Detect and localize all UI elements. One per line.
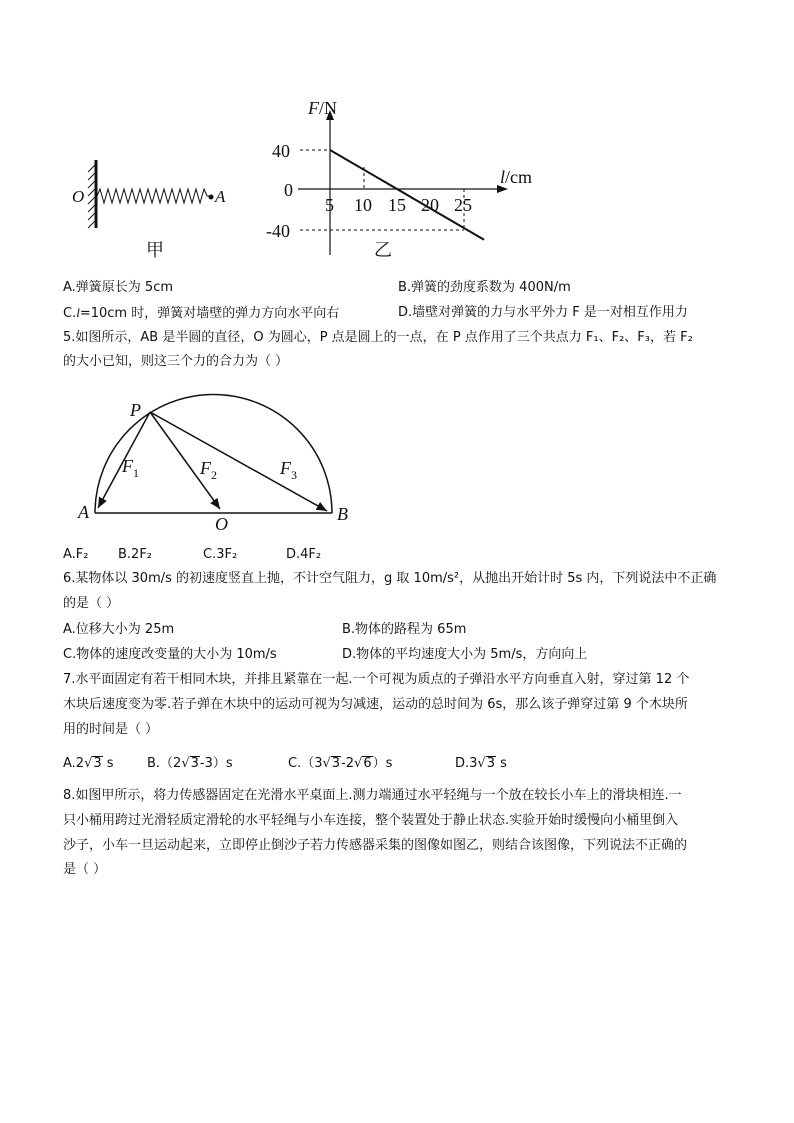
ytick-0: 0 [284,180,293,200]
spring [97,189,210,203]
xtick-20: 20 [421,195,439,215]
q8-stem-line4: 是（ ） [63,862,107,877]
q8-stem-line1: 8.如图甲所示，将力传感器固定在光滑水平桌面上.测力端通过水平轻绳与一个放在较长小车上的滑块相连.一 [63,788,682,803]
figure-spring-graph [0,0,560,270]
q5-option-a: A.F₂ [63,547,89,562]
wall [88,160,96,228]
q6-option-a: A.位移大小为 25m [63,622,175,637]
label-a: A [78,502,89,522]
q6-option-b: B.物体的路程为 65m [342,622,467,637]
q5-stem-line1: 5.如图所示，AB 是半圆的直径，O 为圆心，P 点是圆上的一点，在 P 点作用了三个共点力 F₁、F₂、F₃，若 F₂ [63,330,693,345]
xtick-15: 15 [388,195,406,215]
q4-c-prefix: C. [63,306,77,321]
caption-jia: 甲 [146,240,164,260]
q6-option-c: C.物体的速度改变量的大小为 10m/s [63,647,277,662]
q7-option-c: C.（3√3-2√6）s [288,756,393,771]
q8-stem-line2: 只小桶用跨过光滑轻质定滑轮的水平轻绳与小车连接，整个装置处于静止状态.实验开始时缓慢向小桶里倒入 [63,813,679,828]
caption-yi: 乙 [374,240,392,260]
q5-option-d: D.4F₂ [286,547,322,562]
q7-option-d: D.3√3 s [455,756,507,771]
figure-semicircle [70,380,430,540]
q6-stem-line2: 的是（ ） [63,596,120,611]
force-f3 [150,412,327,511]
label-a: A [215,187,226,206]
label-f3: $F_3$ [280,458,297,482]
q7-option-b: B.（2√3-3）s [147,756,233,771]
xtick-25: 25 [454,195,472,215]
label-o: O [215,514,228,534]
label-b: B [337,504,348,524]
xtick-5: 5 [325,195,334,215]
ytick-neg40: -40 [266,221,290,241]
x-axis-label: l/cm [500,167,533,187]
q6-option-d: D.物体的平均速度大小为 5m/s，方向向上 [342,647,588,662]
label-f1: $F_1$ [122,456,139,480]
label-p: P [130,400,141,420]
xtick-10: 10 [354,195,372,215]
f-l-graph [266,98,532,260]
q5-option-b: B.2F₂ [118,547,153,562]
q4-c-var: l [76,305,80,320]
q5-stem-line2: 的大小已知，则这三个力的合力为（ ） [63,354,289,369]
q7-stem-line1: 7.水平面固定有若干相同木块，并排且紧靠在一起.一个可视为质点的子弹沿水平方向垂直入射，穿过第 12 个 [63,672,690,687]
point-a [209,195,214,200]
q4-option-d: D.墙壁对弹簧的力与水平外力 F 是一对相互作用力 [398,305,688,320]
label-f2: $F_2$ [200,458,217,482]
q4-option-b: B.弹簧的劲度系数为 400N/m [398,280,571,295]
q7-option-a: A.2√3 s [63,756,114,771]
ytick-40: 40 [272,141,290,161]
q7-stem-line2: 木块后速度变为零.若子弹在木块中的运动可视为匀减速，运动的总时间为 6s，那么该子弹穿过第 9 个木块所 [63,697,688,712]
q4-c-text: =10cm 时，弹簧对墙壁的弹力方向水平向右 [79,306,340,321]
q8-stem-line3: 沙子，小车一旦运动起来，立即停止倒沙子若力传感器采集的图像如图乙，则结合该图像，下列说法不正确的 [63,838,688,853]
q7-stem-line3: 用的时间是（ ） [63,722,159,737]
q5-option-c: C.3F₂ [203,547,238,562]
q6-stem-line1: 6.某物体以 30m/s 的初速度竖直上抛，不计空气阻力，g 取 10m/s²，从抛出开始计时 5s 内，下列说法中不正确 [63,571,717,586]
q4-option-c [63,305,339,322]
y-axis-label: F/N [308,98,337,118]
q4-option-a: A.弹簧原长为 5cm [63,280,174,295]
label-o: O [72,187,85,206]
